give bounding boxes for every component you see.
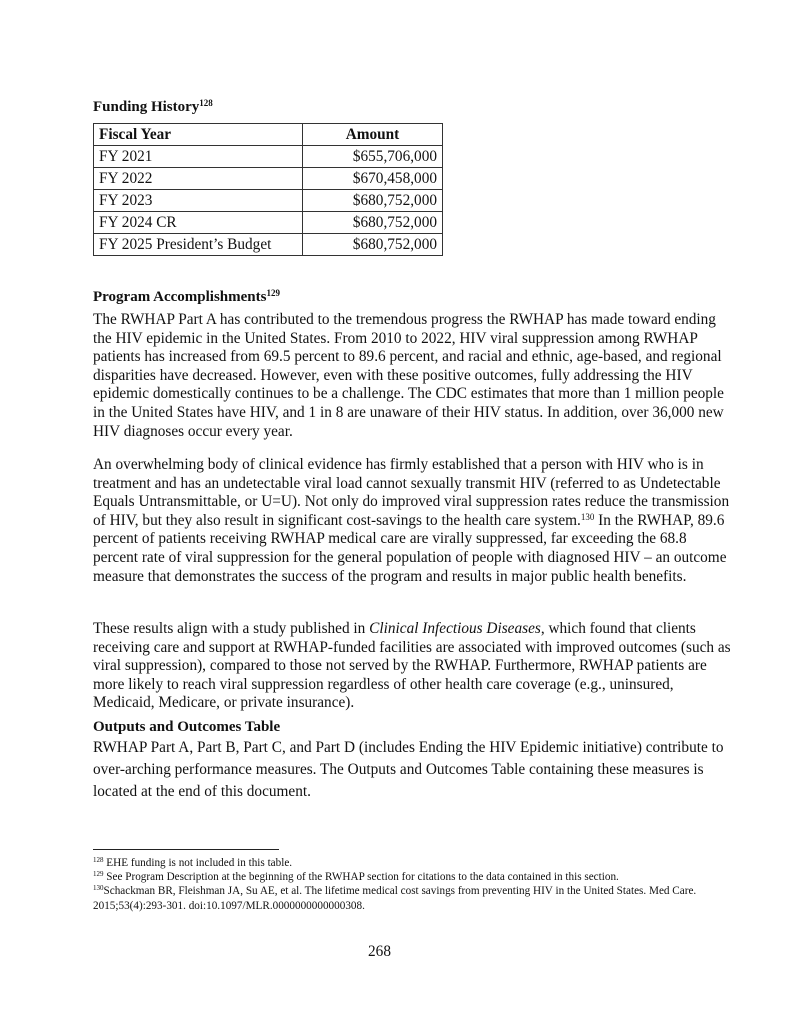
footnote-text: EHE funding is not included in this table.: [103, 857, 293, 869]
amount-cell: $680,752,000: [303, 212, 443, 234]
table-row: [94, 212, 443, 234]
funding-history-heading: [93, 98, 213, 116]
outputs-outcomes-heading: Outputs and Outcomes Table: [93, 719, 281, 735]
footnote-number: 129: [93, 870, 104, 879]
footnote-number: 130: [93, 884, 104, 893]
journal-title: Clinical Infectious Diseases: [369, 620, 541, 637]
footnote-number: 128: [93, 856, 104, 864]
paragraph-text: In the RWHAP, 89.6 percent of patients receiving RWHAP medical care are virally suppressed, far exceeding the 68.8 percent rate of viral suppression for the general population of people with diagnosed HIV – an outcome measure that demonstrates the success of the program and results in major public health benefits.: [93, 511, 727, 585]
program-accomplishments-heading: [93, 288, 280, 306]
table-row: [94, 168, 443, 190]
accomplishments-paragraph-3: [93, 620, 733, 713]
paragraph-text: An overwhelming body of clinical evidence has firmly established that a person with HIV who is in treatment and has an undetectable viral load cannot sexually transmit HIV (referred to as Undetectable Equals Untransmittable, or U=U). Not only do improved viral suppression rates reduce the transmission of HIV, but they also result in significant cost-savings to the health care system.: [93, 456, 730, 529]
footnote-divider: [93, 849, 279, 850]
footnote-ref[interactable]: 129: [266, 288, 280, 298]
table-row: [94, 146, 443, 168]
amount-cell: $680,752,000: [303, 190, 443, 212]
outputs-outcomes-paragraph: RWHAP Part A, Part B, Part C, and Part D (includes Ending the HIV Epidemic initiative) contribute to over-arching performance measures. The Outputs and Outcomes Table containing these measures is located at the end of this document.: [93, 739, 724, 800]
page-number: 268: [368, 943, 391, 960]
table-row: [94, 190, 443, 212]
paragraph-text: These results align with a study published in: [93, 620, 370, 637]
accomplishments-paragraph-1: The RWHAP Part A has contributed to the tremendous progress the RWHAP has made toward ending the HIV epidemic in the United States. From 2010 to 2022, HIV viral suppression among RWHAP patients has increased from 69.5 percent to 89.6 percent, and racial and ethnic, age-based, and regional disparities have decreased. However, even with these positive outcomes, fully addressing the HIV epidemic domestically continues to be a challenge. The CDC estimates that more than 1 million people in the United States have HIV, and 1 in 8 are unaware of their HIV status. In addition, over 36,000 new HIV diagnoses occur every year.: [93, 311, 724, 440]
footnote-text: See Program Description at the beginning of the RWHAP section for citations to the data contained in this section.: [103, 871, 619, 884]
amount-cell: $680,752,000: [303, 234, 443, 256]
footnote-ref[interactable]: 130: [580, 511, 595, 522]
table-header-row: [94, 124, 443, 146]
footnote-ref[interactable]: 128: [199, 98, 213, 108]
fiscal-year-cell: FY 2021: [94, 146, 303, 168]
column-header-fiscal-year: Fiscal Year: [94, 124, 303, 146]
fiscal-year-cell: FY 2024 CR: [94, 212, 303, 234]
footnote-128: [93, 856, 733, 870]
footnote-129: [93, 870, 733, 884]
footnote-text: Schackman BR, Fleishman JA, Su AE, et al. The lifetime medical cost savings from preventing HIV in the United States. Med Care. 2015;53(4):293-301. doi:10.1097/MLR.0000000000000308.: [93, 885, 697, 912]
footnote-130: [93, 884, 733, 912]
fiscal-year-cell: FY 2023: [94, 190, 303, 212]
paragraph-text: , which found that clients receiving care and support at RWHAP-funded facilities are associated with improved outcomes (such as viral suppression), compared to those not served by the RWHAP. Furthermore, RWHAP patients are more likely to reach viral suppression regardless of other health care coverage (e.g., uninsured, Medicaid, Medicare, or private insurance).: [93, 620, 731, 712]
funding-history-table: [93, 123, 443, 256]
heading-text: Funding History: [93, 99, 200, 115]
column-header-amount: Amount: [303, 124, 443, 146]
fiscal-year-cell: FY 2025 President’s Budget: [94, 234, 303, 256]
footnotes: [93, 856, 733, 913]
accomplishments-paragraph-2: [93, 456, 733, 586]
fiscal-year-cell: FY 2022: [94, 168, 303, 190]
heading-text: Program Accomplishments: [93, 289, 267, 305]
amount-cell: $670,458,000: [303, 168, 443, 190]
table-row: [94, 234, 443, 256]
amount-cell: $655,706,000: [303, 146, 443, 168]
